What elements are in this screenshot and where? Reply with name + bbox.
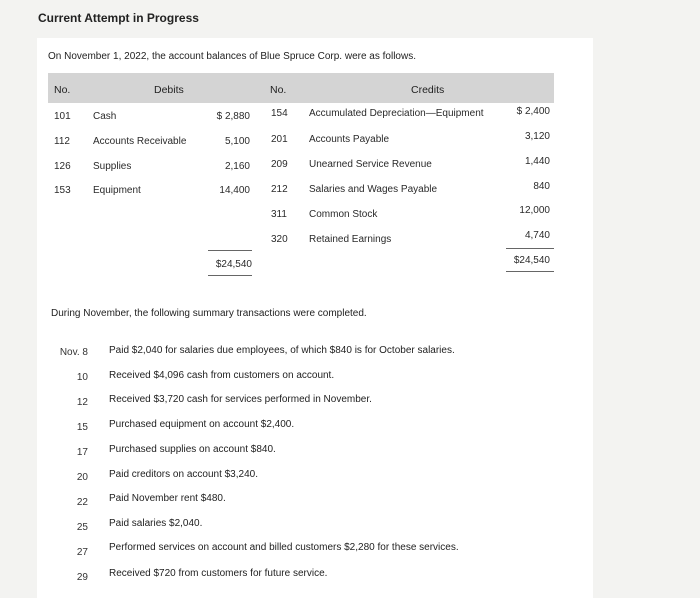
transaction-text: Paid $2,040 for salaries due employees, of which $840 is for October salaries. bbox=[109, 345, 455, 356]
debit-account: Equipment bbox=[93, 185, 141, 196]
debit-account: Accounts Receivable bbox=[93, 136, 187, 147]
page-status-title: Current Attempt in Progress bbox=[38, 11, 199, 25]
credit-amount: 840 bbox=[533, 181, 550, 192]
debit-amount: 2,160 bbox=[224, 161, 250, 172]
header-credits: Credits bbox=[411, 84, 445, 96]
header-no-left: No. bbox=[54, 84, 71, 96]
debit-total-rule bbox=[208, 250, 252, 251]
transaction-date: 29 bbox=[76, 572, 88, 583]
debit-no: 153 bbox=[54, 185, 71, 196]
debit-amount: 14,400 bbox=[219, 185, 250, 196]
intro-text: On November 1, 2022, the account balances of Blue Spruce Corp. were as follows. bbox=[48, 51, 416, 62]
balances-table bbox=[48, 73, 554, 278]
header-no-right: No. bbox=[270, 84, 287, 96]
debit-no: 101 bbox=[54, 111, 71, 122]
table-header bbox=[48, 73, 554, 103]
credit-account: Accumulated Depreciation—Equipment bbox=[309, 108, 484, 119]
transaction-text: Paid creditors on account $3,240. bbox=[109, 469, 258, 480]
credit-amount: 1,440 bbox=[524, 156, 550, 167]
credit-account: Common Stock bbox=[309, 209, 378, 220]
transaction-text: Paid November rent $480. bbox=[109, 493, 226, 504]
credit-total-underline bbox=[506, 271, 554, 272]
credit-amount: 4,740 bbox=[524, 230, 550, 241]
credit-amount: $ 2,400 bbox=[516, 106, 550, 117]
debit-no: 112 bbox=[54, 136, 70, 147]
credit-total-rule bbox=[506, 248, 554, 249]
transaction-date: 10 bbox=[76, 372, 88, 383]
transaction-date: 22 bbox=[76, 497, 88, 508]
credit-no: 209 bbox=[271, 159, 288, 170]
transaction-text: Received $4,096 cash from customers on account. bbox=[109, 370, 335, 381]
transaction-date: 20 bbox=[76, 472, 88, 483]
debit-amount: 5,100 bbox=[224, 136, 250, 147]
transaction-date: 15 bbox=[76, 422, 88, 433]
credit-no: 311 bbox=[271, 209, 287, 220]
transaction-date: 17 bbox=[76, 447, 88, 458]
credit-no: 212 bbox=[271, 184, 288, 195]
transaction-text: Performed services on account and billed customers $2,280 for these services. bbox=[109, 542, 459, 553]
header-debits: Debits bbox=[154, 84, 184, 96]
credit-account: Unearned Service Revenue bbox=[309, 159, 432, 170]
credit-amount: 12,000 bbox=[519, 205, 550, 216]
debit-account: Cash bbox=[93, 111, 117, 122]
credit-no: 320 bbox=[271, 234, 288, 245]
credit-account: Salaries and Wages Payable bbox=[309, 184, 438, 195]
credit-amount: 3,120 bbox=[524, 131, 550, 142]
transactions-intro: During November, the following summary transactions were completed. bbox=[51, 308, 367, 319]
transaction-date: 12 bbox=[76, 397, 88, 408]
transaction-date: Nov. 8 bbox=[59, 347, 88, 358]
transaction-text: Paid salaries $2,040. bbox=[109, 518, 203, 529]
credit-account: Retained Earnings bbox=[309, 234, 392, 245]
credit-no: 154 bbox=[271, 108, 288, 119]
debit-no: 126 bbox=[54, 161, 71, 172]
transaction-text: Received $720 from customers for future service. bbox=[109, 568, 328, 579]
transaction-text: Purchased supplies on account $840. bbox=[109, 444, 276, 455]
debit-total-underline bbox=[208, 275, 252, 276]
transaction-text: Received $3,720 cash for services performed in November. bbox=[109, 394, 372, 405]
transaction-text: Purchased equipment on account $2,400. bbox=[109, 419, 295, 430]
transaction-date: 25 bbox=[76, 522, 88, 533]
debit-total: $24,540 bbox=[215, 259, 252, 270]
credit-total: $24,540 bbox=[513, 255, 550, 266]
credit-account: Accounts Payable bbox=[309, 134, 390, 145]
credit-no: 201 bbox=[271, 134, 288, 145]
debit-amount: $ 2,880 bbox=[216, 111, 250, 122]
debit-account: Supplies bbox=[93, 161, 132, 172]
transaction-date: 27 bbox=[76, 547, 88, 558]
